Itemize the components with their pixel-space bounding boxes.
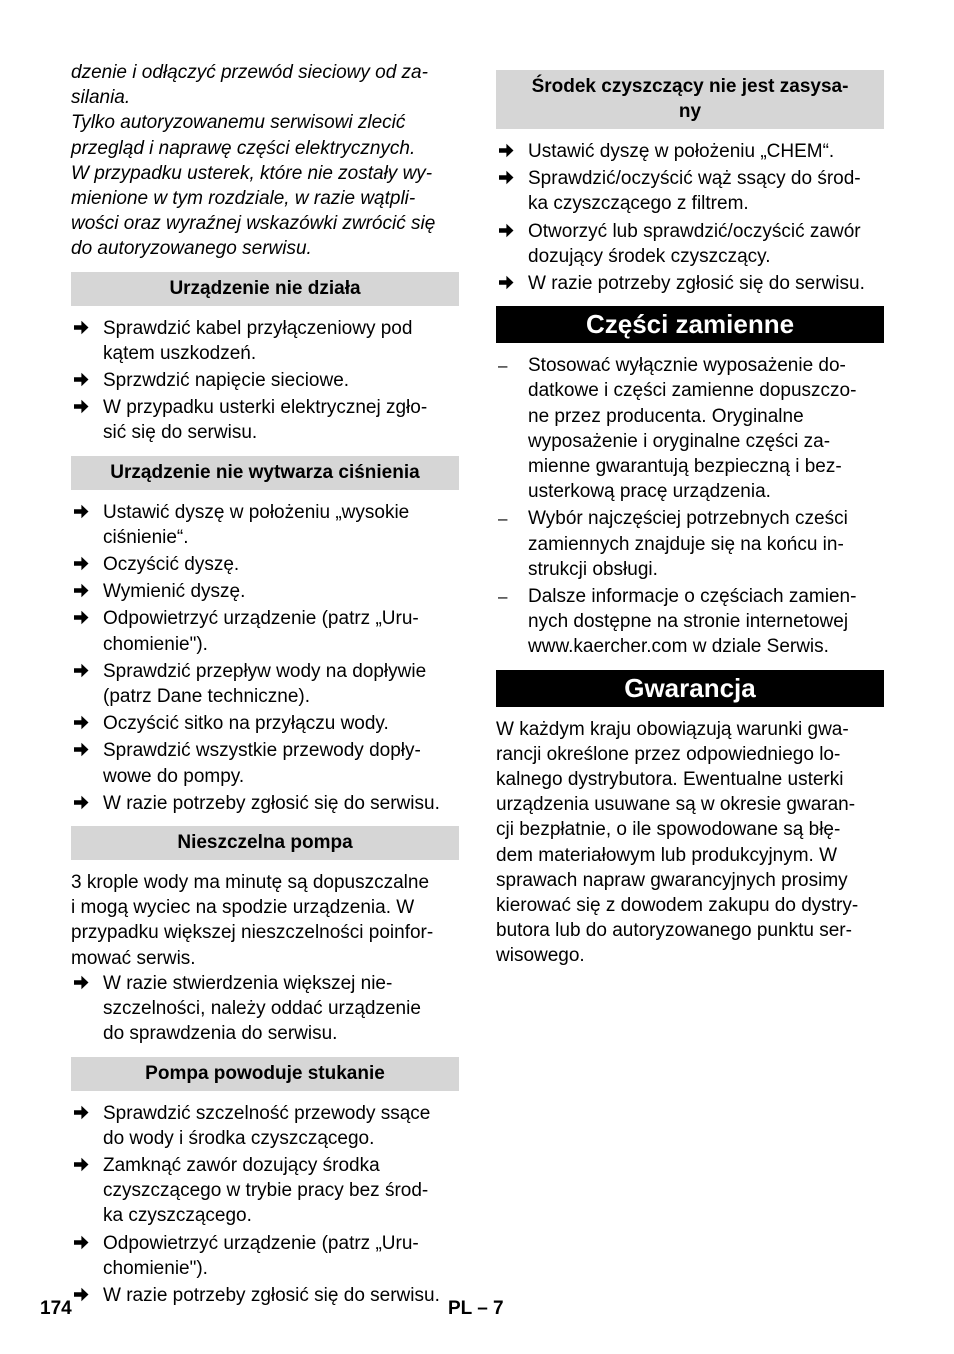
arrow-right-icon	[73, 738, 89, 758]
section-title-warranty: Gwarancja	[496, 670, 884, 707]
text-line: czyszczącego w trybie pracy bez środ-	[103, 1180, 429, 1202]
text-line: Odpowietrzyć urządzenie (patrz „Uru-	[103, 1232, 419, 1254]
text-line: do autoryzowanego serwisu.	[71, 238, 312, 260]
left-sections	[71, 272, 459, 1309]
text-line: Ustawić dyszę w położeniu „CHEM“.	[528, 141, 835, 162]
list-item	[71, 791, 459, 816]
text-line: do wody i środka czyszczącego.	[103, 1127, 375, 1149]
arrow-right-icon	[73, 606, 89, 626]
left-column	[71, 60, 459, 1316]
text-line: Sprawdzić kabel przyłączeniowy pod	[103, 317, 413, 339]
spare-parts-list	[496, 353, 884, 659]
list-item	[71, 738, 459, 788]
page-number: 174	[40, 1298, 72, 1319]
text-line: Sprawdzić przepływ wody na dopływie	[103, 660, 427, 682]
list-item	[71, 500, 459, 550]
text-line: ciśnienie“.	[103, 526, 189, 548]
text-line: przypadku większej nieszczelności poinfor-	[71, 922, 434, 944]
bullet-list	[71, 1101, 459, 1309]
text-line: Stosować wyłącznie wyposażenie do-	[528, 355, 846, 377]
list-item	[496, 506, 884, 582]
section-title-line: ny	[678, 101, 702, 122]
arrow-right-icon	[498, 166, 514, 186]
list-item	[71, 395, 459, 445]
text-line: W przypadku usterki elektrycznej zgło-	[103, 397, 428, 419]
text-line: W każdym kraju obowiązują warunki gwa-	[496, 718, 849, 740]
arrow-right-icon	[73, 659, 89, 679]
arrow-right-icon	[73, 552, 89, 572]
list-item	[496, 139, 884, 164]
text-line: W razie potrzeby zgłosić się do serwisu.	[103, 1284, 440, 1306]
arrow-right-icon	[498, 219, 514, 239]
text-line: rancji określone przez odpowiedniego lo-	[496, 743, 841, 765]
arrow-right-icon	[73, 711, 89, 731]
list-item	[71, 552, 459, 577]
list-item	[496, 219, 884, 269]
text-line: szczelności, należy oddać urządzenie	[103, 998, 421, 1020]
text-line: mienione w tym rozdziale, w razie wątpli-	[71, 188, 416, 210]
text-line: Oczyścić sitko na przyłączu wody.	[103, 713, 389, 735]
section-title-detergent	[496, 70, 884, 129]
text-line: mować serwis.	[71, 947, 196, 969]
list-item	[71, 316, 459, 366]
text-line: sić się do serwisu.	[103, 422, 258, 444]
text-line: (patrz Dane techniczne).	[103, 686, 310, 708]
list-item	[71, 659, 459, 709]
text-line: przegląd i naprawę części elektrycznych.	[71, 137, 416, 159]
text-line: sprawach napraw gwarancyjnych prosimy	[496, 869, 848, 891]
arrow-right-icon	[73, 316, 89, 336]
text-line: wyposażenie i oryginalne części za-	[528, 430, 831, 452]
text-line: Wymienić dyszę.	[103, 581, 246, 603]
arrow-right-icon	[73, 579, 89, 599]
text-line: wości oraz wyraźnej wskazówki zwrócić się	[71, 213, 436, 235]
list-item	[71, 971, 459, 1047]
warranty-paragraph	[496, 717, 884, 969]
text-line: Otworzyć lub sprawdzić/oczyścić zawór	[528, 220, 861, 242]
text-line: Tylko autoryzowanemu serwisowi zlecić	[71, 112, 406, 134]
arrow-right-icon	[73, 1101, 89, 1121]
text-line: Sprawdzić szczelność przewody ssące	[103, 1102, 431, 1124]
text-line: i mogą wyciec na spodzie urządzenia. W	[71, 897, 415, 919]
list-item	[71, 1153, 459, 1229]
text-line: Odpowietrzyć urządzenie (patrz „Uru-	[103, 608, 419, 630]
text-line: zamiennych znajduje się na końcu in-	[528, 533, 844, 555]
list-item	[496, 166, 884, 216]
dash-bullet: –	[498, 356, 508, 376]
text-line: ka czyszczącego z filtrem.	[528, 193, 749, 215]
text-line: silania.	[71, 87, 131, 109]
list-item	[71, 579, 459, 604]
text-line: Ustawić dyszę w położeniu „wysokie	[103, 501, 410, 523]
page-section-label: PL – 7	[448, 1298, 504, 1319]
section-title: Urządzenie nie wytwarza ciśnienia	[71, 456, 459, 490]
text-line: dem materiałowym lub produkcyjnym. W	[496, 844, 838, 866]
arrow-right-icon	[73, 500, 89, 520]
text-line: dozujący środek czyszczący.	[528, 245, 771, 267]
list-item	[496, 271, 884, 296]
text-line: 3 krople wody ma minutę są dopuszczalne	[71, 872, 430, 894]
list-item	[496, 353, 884, 504]
bullet-list	[71, 500, 459, 816]
text-line: Wybór najczęściej potrzebnych cześci	[528, 508, 848, 530]
text-line: cji bezpłatnie, o ile spowodowane są błę-	[496, 819, 841, 841]
text-line: chomienie").	[103, 1257, 208, 1279]
arrow-right-icon	[498, 271, 514, 291]
list-item	[71, 1101, 459, 1151]
bullet-list	[71, 971, 459, 1047]
text-line: Sprawdzić wszystkie przewody dopły-	[103, 740, 421, 762]
section-title: Nieszczelna pompa	[71, 826, 459, 860]
paragraph	[71, 60, 459, 262]
text-line: wowe do pompy.	[103, 765, 245, 787]
text-line: strukcji obsługi.	[528, 558, 658, 580]
text-line: mienne gwarantują bezpieczną i bez-	[528, 456, 842, 478]
list-item	[71, 368, 459, 393]
text-line: ka czyszczącego.	[103, 1205, 252, 1227]
section-title-line: Środek czyszczący nie jest zasysa-	[531, 76, 849, 97]
text-line: W razie potrzeby zgłosić się do serwisu.	[528, 273, 865, 295]
dash-bullet: –	[498, 587, 508, 607]
list-item	[71, 711, 459, 736]
intro-paragraph	[71, 60, 459, 262]
section-title: Pompa powoduje stukanie	[71, 1057, 459, 1091]
text-line: nych dostępne na stronie internetowej	[528, 611, 849, 633]
arrow-right-icon	[73, 368, 89, 388]
text-line: Zamknąć zawór dozujący środka	[103, 1154, 380, 1176]
text-line: datkowe i części zamienne dopuszczo-	[528, 380, 857, 402]
text-line: kierować się z dowodem zakupu do dystry-	[496, 895, 859, 917]
list-item	[71, 606, 459, 656]
text-line: wisowego.	[496, 945, 585, 967]
paragraph	[496, 717, 884, 969]
text-line: www.kaercher.com w dziale Serwis.	[528, 636, 829, 658]
text-line: chomienie").	[103, 633, 208, 655]
text-line: W razie stwierdzenia większej nie-	[103, 972, 393, 994]
paragraph	[71, 870, 459, 971]
list-item	[71, 1231, 459, 1281]
arrow-right-icon	[73, 971, 89, 991]
arrow-right-icon	[73, 1153, 89, 1173]
dash-bullet: –	[498, 509, 508, 529]
text-line: W przypadku usterek, które nie zostały wy-	[71, 162, 433, 184]
right-column	[496, 60, 884, 969]
text-line: Sprawdzić/oczyścić wąż ssący do środ-	[528, 168, 861, 190]
text-line: urządzenia usuwane są w okresie gwaran-	[496, 794, 856, 816]
text-line: Dalsze informacje o częściach zamien-	[528, 586, 857, 608]
text-line: W razie potrzeby zgłosić się do serwisu.	[103, 792, 440, 814]
bullet-list	[71, 316, 459, 446]
list-item	[496, 584, 884, 660]
text-line: butora lub do autoryzowanego punktu ser-	[496, 920, 852, 942]
text-line: ne przez producenta. Oryginalne	[528, 405, 804, 427]
page-footer	[40, 1296, 520, 1324]
text-line: do sprawdzenia do serwisu.	[103, 1023, 338, 1045]
text-line: kalnego dystrybutora. Ewentualne usterki	[496, 769, 844, 791]
detergent-list	[496, 139, 884, 296]
section-title: Urządzenie nie działa	[71, 272, 459, 306]
arrow-right-icon	[73, 791, 89, 811]
section-title-spare-parts: Części zamienne	[496, 306, 884, 343]
text-line: Sprzwdzić napięcie sieciowe.	[103, 370, 350, 392]
arrow-right-icon	[498, 139, 514, 159]
arrow-right-icon	[73, 395, 89, 415]
text-line: usterkową pracę urządzenia.	[528, 481, 771, 503]
text-line: kątem uszkodzeń.	[103, 342, 257, 364]
arrow-right-icon	[73, 1231, 89, 1251]
text-line: dzenie i odłączyć przewód sieciowy od za-	[71, 62, 428, 83]
text-line: Oczyścić dyszę.	[103, 554, 240, 576]
